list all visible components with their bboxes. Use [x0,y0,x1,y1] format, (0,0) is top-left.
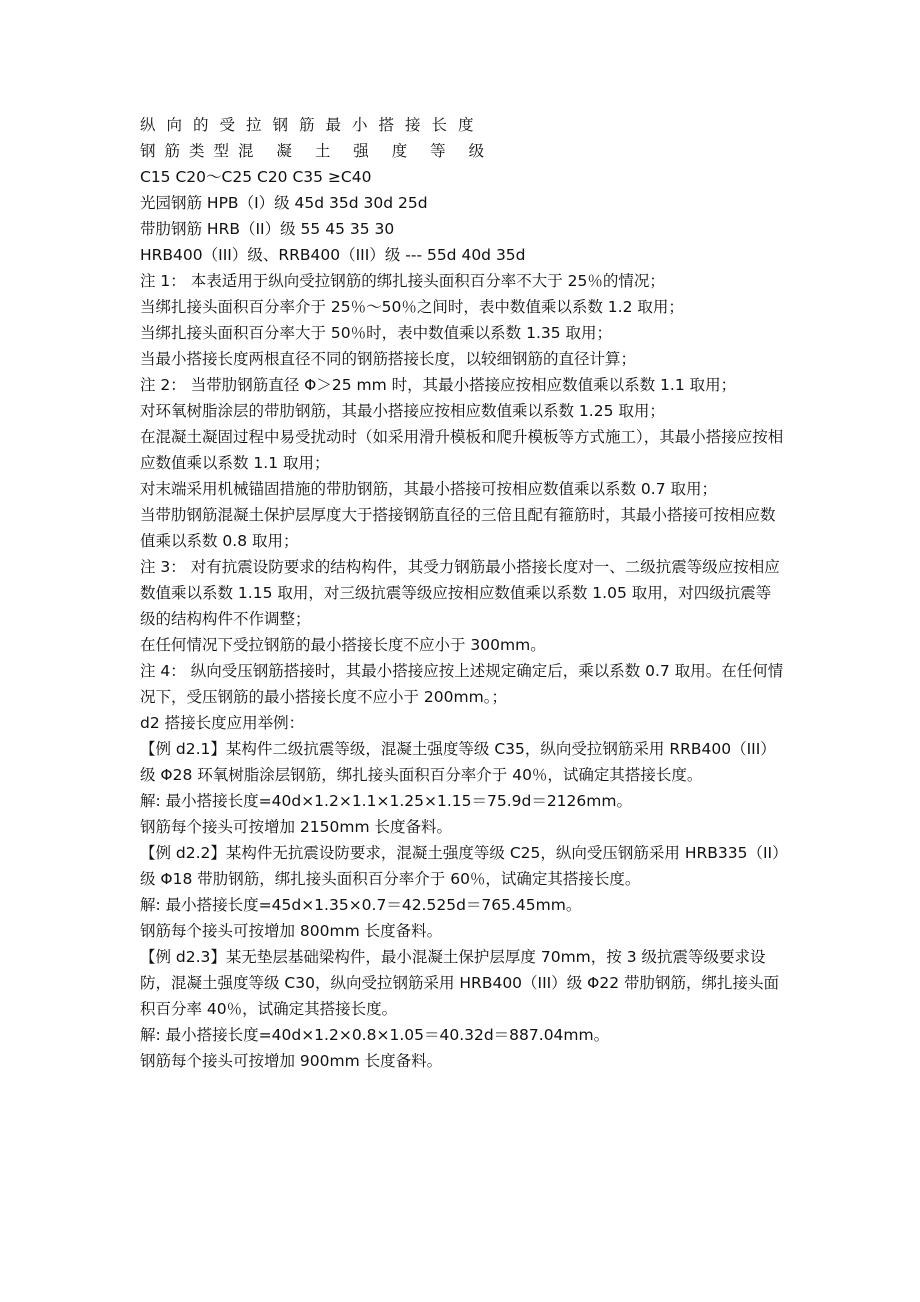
table-row-hpb: 光园钢筋 HPB（I）级 45d 35d 30d 25d [140,194,428,212]
table-header: 钢筋类型混 凝 土 强 度 等 级 [140,142,494,160]
note-2-line-2: 对环氧树脂涂层的带肋钢筋，其最小搭接应按相应数值乘以系数 1.25 取用； [140,402,665,420]
example-1: 【例 d2.1】某构件二级抗震等级，混凝土强度等级 C35，纵向受拉钢筋采用 RRB400（III）级 Φ28 环氧树脂涂层钢筋，绑扎接头面积百分率介于 40％，试确定其搭接长度。 [140,740,776,784]
example-3-result: 钢筋每个接头可按增加 900mm 长度备料。 [140,1052,443,1070]
example-2-solution: 解: 最小搭接长度=45d×1.35×0.7＝42.525d＝765.45mm。 [140,896,582,914]
note-4: 注 4： 纵向受压钢筋搭接时，其最小搭接应按上述规定确定后，乘以系数 0.7 取用。在任何情况下，受压钢筋的最小搭接长度不应小于 200mm。； [140,662,784,706]
table-row-hrb400: HRB400（III）级、RRB400（III）级 --- 55d 40d 35d [140,246,526,264]
note-2-line-4: 对末端采用机械锚固措施的带肋钢筋，其最小搭接可按相应数值乘以系数 0.7 取用； [140,480,718,498]
note-1-line-3: 当绑扎接头面积百分率大于 50％时，表中数值乘以系数 1.35 取用； [140,324,613,342]
note-1: 注 1： 本表适用于纵向受拉钢筋的绑扎接头面积百分率不大于 25％的情况； [140,272,665,290]
note-1-line-4: 当最小搭接长度两根直径不同的钢筋搭接长度，以较细钢筋的直径计算； [140,350,637,368]
note-2: 注 2： 当带肋钢筋直径 Φ＞25 mm 时，其最小搭接应按相应数值乘以系数 1.1 取用； [140,376,737,394]
example-3: 【例 d2.3】某无垫层基础梁构件，最小混凝土保护层厚度 70mm，按 3 级抗震等级要求设防，混凝土强度等级 C30，纵向受拉钢筋采用 HRB400（III）级 Φ22 带肋钢筋，绑扎接头面积百分率 40％，试确定其搭接长度。 [140,948,780,1018]
example-1-solution: 解: 最小搭接长度=40d×1.2×1.1×1.25×1.15＝75.9d＝2126mm。 [140,792,632,810]
example-1-result: 钢筋每个接头可按增加 2150mm 长度备料。 [140,818,452,836]
section-heading: d2 搭接长度应用举例： [140,714,305,732]
note-1-line-2: 当绑扎接头面积百分率介于 25％～50％之间时，表中数值乘以系数 1.2 取用； [140,298,684,316]
example-2-result: 钢筋每个接头可按增加 800mm 长度备料。 [140,922,443,940]
table-row-grades: C15 C20～C25 C20 C35 ≥C40 [140,168,372,186]
table-row-hrb: 带肋钢筋 HRB（II）级 55 45 35 30 [140,220,395,238]
note-2-line-5: 当带肋钢筋混凝土保护层厚度大于搭接钢筋直径的三倍且配有箍筋时，其最小搭接可按相应数值乘以系数 0.8 取用； [140,506,776,550]
note-2-line-3: 在混凝土凝固过程中易受扰动时（如采用滑升模板和爬升模板等方式施工），其最小搭接应按相应数值乘以系数 1.1 取用； [140,428,784,472]
table-title: 纵向的受拉钢筋最小搭接长度 [140,116,485,134]
document-body [140,112,785,1074]
example-2: 【例 d2.2】某构件无抗震设防要求，混凝土强度等级 C25，纵向受压钢筋采用 HRB335（II）级 Φ18 带肋钢筋，绑扎接头面积百分率介于 60％，试确定其搭接长度。 [140,844,780,888]
example-3-solution: 解: 最小搭接长度=40d×1.2×0.8×1.05＝40.32d＝887.04mm。 [140,1026,610,1044]
note-3: 注 3： 对有抗震设防要求的结构构件，其受力钢筋最小搭接长度对一、二级抗震等级应按相应数值乘以系数 1.15 取用，对三级抗震等级应按相应数值乘以系数 1.05 取用，对四级抗震等级的结构构件不作调整； [140,558,780,628]
note-3-line-2: 在任何情况下受拉钢筋的最小搭接长度不应小于 300mm。 [140,636,546,654]
